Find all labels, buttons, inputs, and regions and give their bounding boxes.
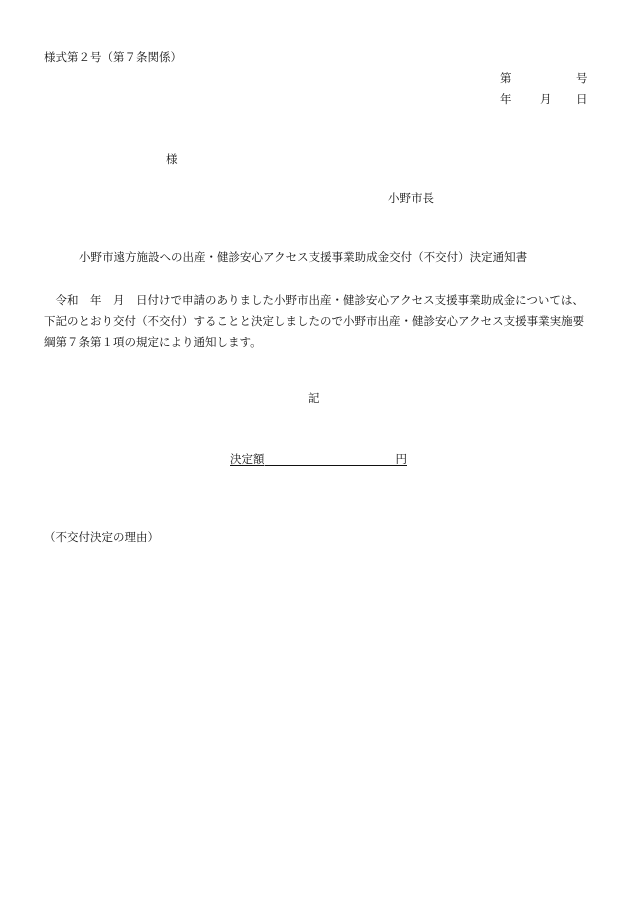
date-month-label: 月 xyxy=(540,92,552,106)
decision-amount-field xyxy=(265,452,396,466)
addressee-honorific: 様 xyxy=(166,152,178,166)
document-title: 小野市遠方施設への出産・健診安心アクセス支援事業助成金交付（不交付）決定通知書 xyxy=(79,250,528,264)
non-grant-reason-label: （不交付決定の理由） xyxy=(44,530,159,544)
decision-amount-row xyxy=(230,452,407,466)
ki-label: 記 xyxy=(308,391,320,405)
sender-title: 小野市長 xyxy=(388,191,434,205)
document-number-suffix: 号 xyxy=(576,71,588,85)
document-body: 令和 年 月 日付けで申請のありました小野市出産・健診安心アクセス支援事業助成金については、下記のとおり交付（不交付）することと決定しましたので小野市出産・健診安心アクセス支援事業実施要綱第７条第１項の規定により通知します。 xyxy=(44,293,585,349)
date-year-label: 年 xyxy=(500,92,512,106)
decision-amount-unit: 円 xyxy=(395,452,407,466)
form-number: 様式第２号（第７条関係） xyxy=(44,50,182,64)
decision-amount-label: 決定額 xyxy=(230,452,265,466)
date-day-label: 日 xyxy=(576,92,588,106)
document-number-prefix: 第 xyxy=(500,71,512,85)
